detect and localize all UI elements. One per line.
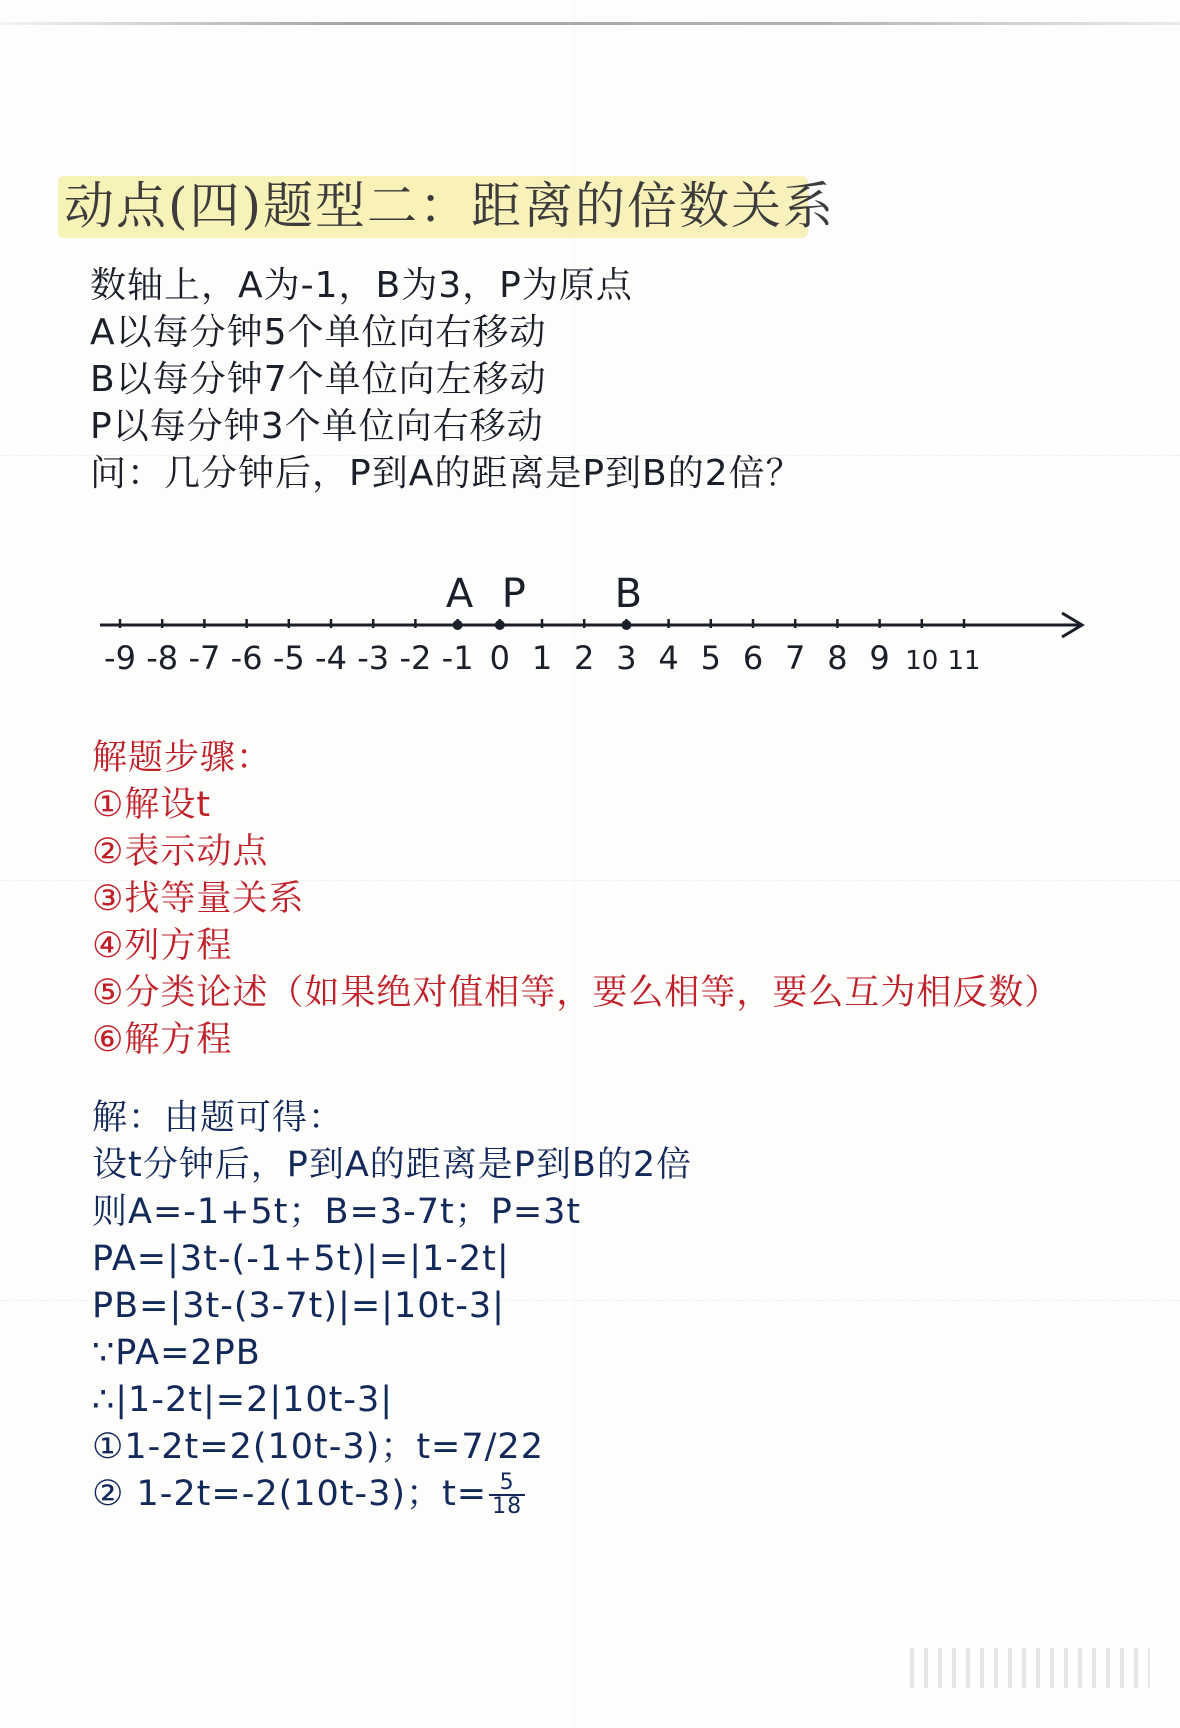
final-equation: ② 1-2t=-2(10t-3)；t= <box>92 1474 488 1514</box>
title-block <box>64 170 835 242</box>
number-line-tick-label: -8 <box>146 639 179 677</box>
number-line-tick-label: -3 <box>357 639 390 677</box>
number-line-tick-label: 6 <box>742 639 764 677</box>
problem-question: 问：几分钟后，P到A的距离是P到B的2倍？ <box>90 453 803 494</box>
step-item: ⑥解方程 <box>92 1020 233 1060</box>
number-line-tick-label: -9 <box>104 639 136 677</box>
point-p-label: P <box>501 571 526 617</box>
watermark <box>910 1648 1150 1688</box>
step-item: ③找等量关系 <box>92 879 305 919</box>
problem-line: A以每分钟5个单位向右移动 <box>90 312 547 353</box>
number-line-tick-label: 5 <box>700 639 721 677</box>
number-line-tick-label: 3 <box>616 639 637 677</box>
solution-line: PB=|3t-(3-7t)|=|10t-3| <box>92 1286 505 1326</box>
point-a-label: A <box>445 571 474 617</box>
number-line-tick-label: 4 <box>658 639 679 677</box>
solution-line: ①1-2t=2(10t-3)；t=7/22 <box>92 1427 544 1467</box>
point-p-dot <box>495 620 505 630</box>
solution-line: 解：由题可得： <box>92 1098 345 1138</box>
problem-line: P以每分钟3个单位向右移动 <box>90 406 544 447</box>
number-line-tick-label: 10 <box>905 646 939 676</box>
problem-line: B以每分钟7个单位向左移动 <box>90 359 547 400</box>
solution-section <box>92 1095 692 1518</box>
solution-line: 设t分钟后，P到A的距离是P到B的2倍 <box>92 1145 693 1185</box>
problem-statement <box>90 262 803 497</box>
problem-line: 数轴上，A为-1，B为3，P为原点 <box>90 265 633 306</box>
number-line-tick-label: -6 <box>230 639 263 677</box>
point-b-label: B <box>614 571 643 617</box>
number-line-tick-label: 8 <box>827 639 848 677</box>
number-line-tick-label: 1 <box>531 639 553 677</box>
number-line-tick-label: -5 <box>272 639 305 677</box>
number-line-tick-label: -7 <box>188 639 221 677</box>
fraction <box>489 1472 525 1518</box>
point-a-dot <box>453 620 463 630</box>
fraction-numerator: 5 <box>489 1472 525 1496</box>
top-edge-line <box>0 22 1180 25</box>
step-item: ①解设t <box>92 785 212 825</box>
solution-line: 则A=-1+5t；B=3-7t；P=3t <box>92 1192 582 1232</box>
step-item: ④列方程 <box>92 926 233 966</box>
number-line-tick-label: -2 <box>399 639 432 677</box>
number-line <box>90 560 1110 690</box>
step-item: ⑤分类论述（如果绝对值相等，要么相等，要么互为相反数） <box>92 973 1061 1013</box>
steps-section <box>92 735 1060 1064</box>
point-b-dot <box>621 620 631 630</box>
number-line-tick-label: 7 <box>785 639 806 677</box>
page-title: 动点(四)题型二：距离的倍数关系 <box>64 177 836 235</box>
solution-line: ∴|1-2t|=2|10t-3| <box>92 1380 394 1420</box>
number-line-tick-label: -1 <box>441 639 474 677</box>
fraction-denominator: 18 <box>492 1494 523 1519</box>
solution-final-line <box>92 1471 692 1518</box>
solution-line: PA=|3t-(-1+5t)|=|1-2t| <box>92 1239 510 1279</box>
number-line-tick-label: 11 <box>947 646 981 676</box>
steps-title: 解题步骤： <box>92 738 273 778</box>
number-line-tick-label: -4 <box>315 639 347 677</box>
solution-line: ∵PA=2PB <box>92 1333 261 1373</box>
number-line-tick-label: 2 <box>574 639 595 677</box>
number-line-tick-label: 0 <box>489 639 510 677</box>
step-item: ②表示动点 <box>92 832 269 872</box>
number-line-tick-label: 9 <box>869 639 890 677</box>
